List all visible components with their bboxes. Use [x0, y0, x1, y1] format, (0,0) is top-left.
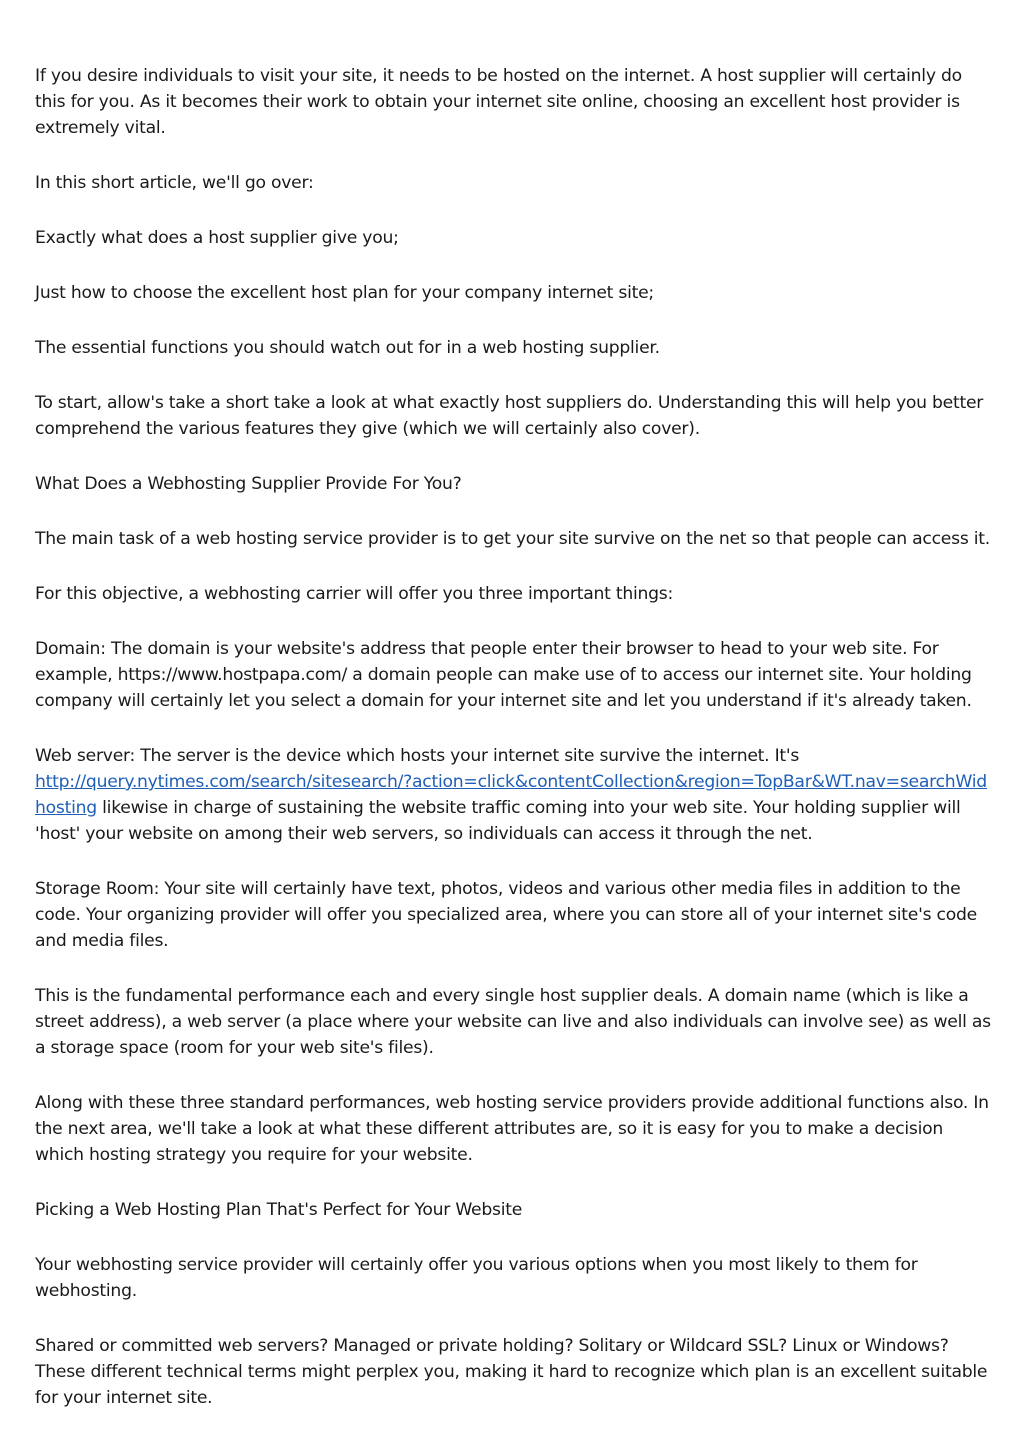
paragraph-objective: For this objective, a webhosting carrier will offer you three important things: [35, 584, 674, 604]
section-heading-picking: Picking a Web Hosting Plan That's Perfect for Your Website [35, 1200, 523, 1220]
paragraph-storage: Storage Room: Your site will certainly have text, photos, videos and various other media files in addition to the code. Your organizing provider will offer you specialized area, where you can store all of your internet site's code and media files. [35, 879, 977, 951]
hosting-link[interactable]: hosting [35, 798, 97, 818]
paragraph-domain: Domain: The domain is your website's address that people enter their browser to head to your web site. For example, https://www.hostpapa.com/ a domain people can make use of to access our internet site. Your holding company will certainly let you select a domain for your internet site and let you understand if it's already taken. [35, 639, 972, 711]
paragraph-overview: In this short article, we'll go over: [35, 173, 314, 193]
paragraph-additional-functions: Along with these three standard performances, web hosting service providers provide additional functions also. In the next area, we'll take a look at what these different attributes are, so it is easy for you to make a decision which hosting strategy you require for your website. [35, 1093, 989, 1165]
paragraph-intro: If you desire individuals to visit your site, it needs to be hosted on the internet. A host supplier will certainly do this for you. As it becomes their work to obtain your internet site online, choosing an excellent host provider is extremely vital. [35, 66, 962, 138]
document-body [35, 63, 995, 1440]
paragraph-list-item-2: Just how to choose the excellent host plan for your company internet site; [35, 283, 654, 303]
paragraph-list-item-1: Exactly what does a host supplier give you; [35, 228, 399, 248]
paragraph-technical-terms: Shared or committed web servers? Managed or private holding? Solitary or Wildcard SSL? Linux or Windows? These different technical terms might perplex you, making it hard to recognize which plan is an excellent suitable for your internet site. [35, 1336, 988, 1408]
paragraph-start: To start, allow's take a short take a look at what exactly host suppliers do. Understanding this will help you better comprehend the various features they give (which we will certainly also cover). [35, 393, 984, 439]
section-heading-provide: What Does a Webhosting Supplier Provide For You? [35, 474, 462, 494]
paragraph-options: Your webhosting service provider will certainly offer you various options when you most likely to them for webhosting. [35, 1255, 918, 1301]
nytimes-search-link[interactable]: http://query.nytimes.com/search/sitesearch/?action=click&contentCollection&region=TopBar&WT.nav=searchWid [35, 772, 987, 792]
paragraph-web-server [35, 743, 995, 847]
paragraph-fundamental: This is the fundamental performance each and every single host supplier deals. A domain name (which is like a street address), a web server (a place where your website can live and also individuals can involve see) as well as a storage space (room for your web site's files). [35, 986, 991, 1058]
paragraph-list-item-3: The essential functions you should watch out for in a web hosting supplier. [35, 338, 660, 358]
paragraph-main-task: The main task of a web hosting service provider is to get your site survive on the net so that people can access it. [35, 529, 990, 549]
web-server-text-end: likewise in charge of sustaining the website traffic coming into your web site. Your holding supplier will 'host' your website on among their web servers, so individuals can access it through the net. [35, 798, 961, 844]
web-server-text-start: Web server: The server is the device which hosts your internet site survive the internet. It's [35, 746, 800, 766]
